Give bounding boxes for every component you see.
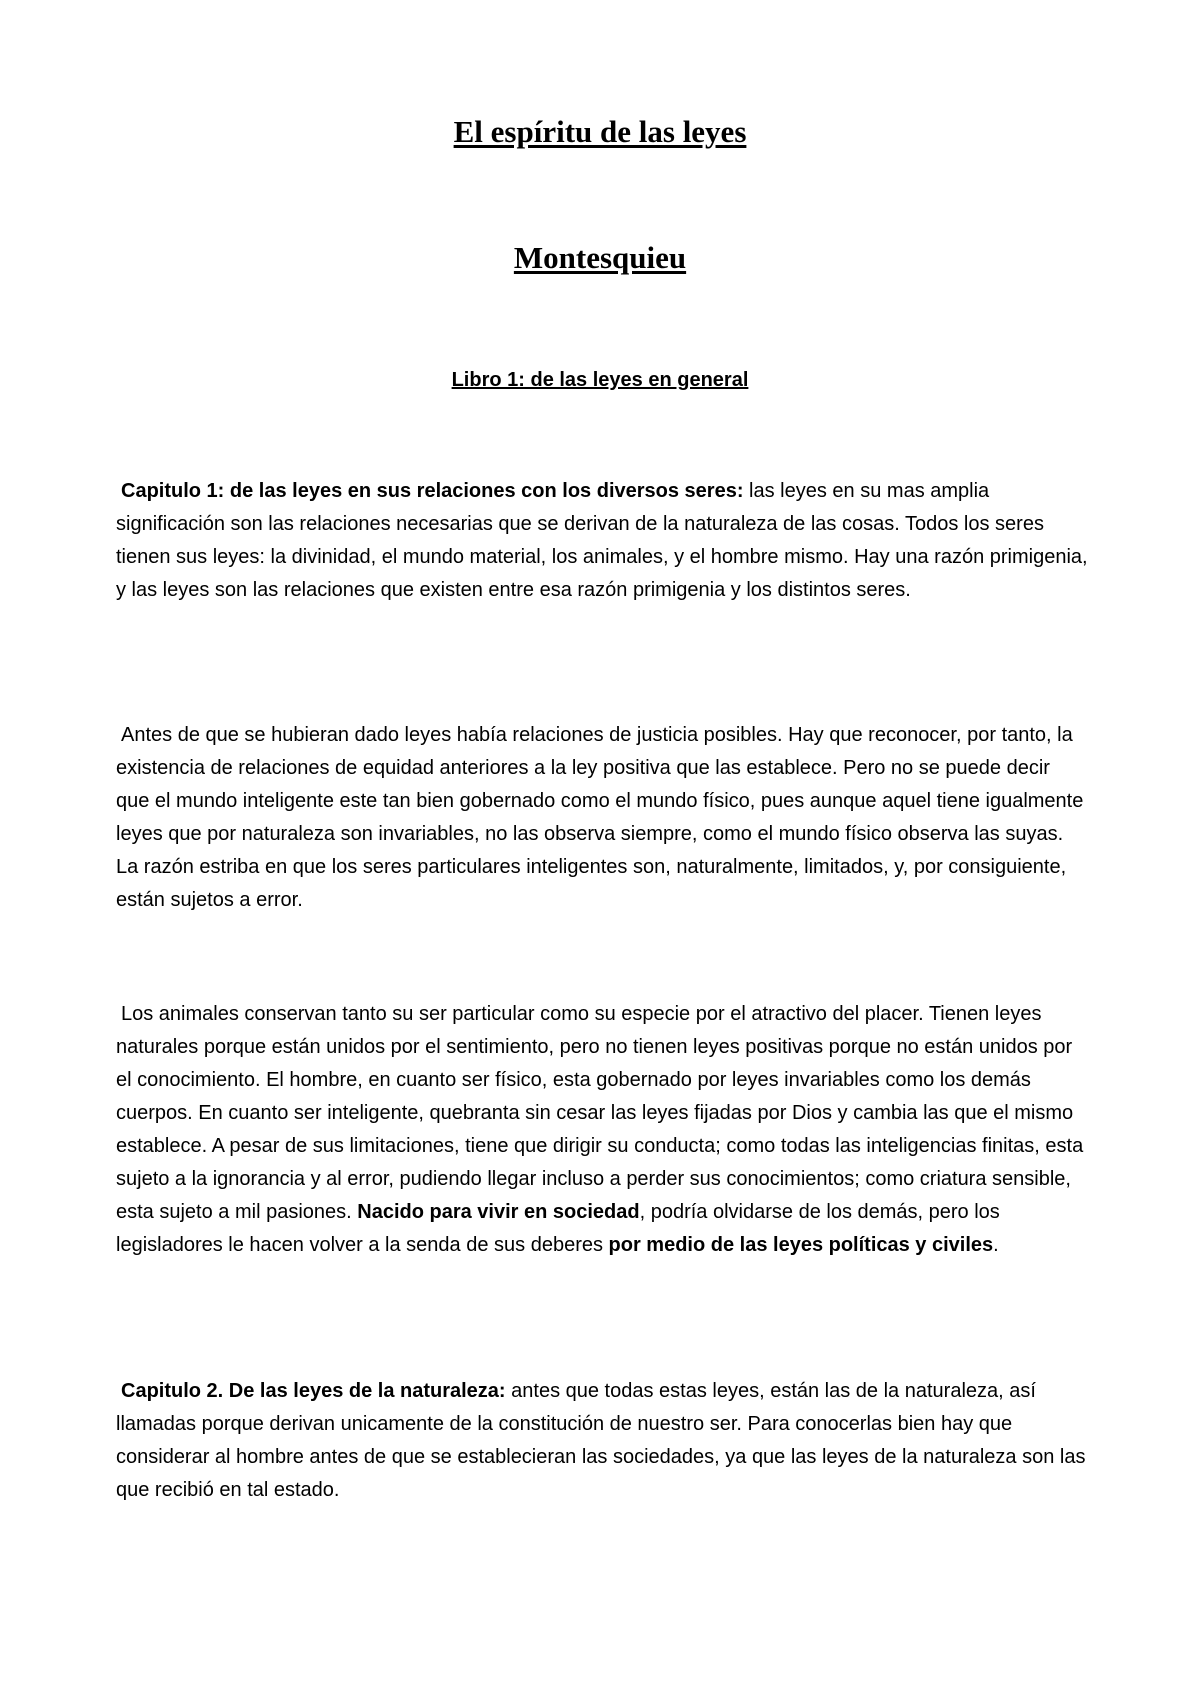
animals-text-b: , podría olvidarse de los demás, pero los legisladores le hacen volver a la senda de sus deberes [116,1201,1000,1256]
justice-text: Antes de que se hubieran dado leyes había relaciones de justicia posibles. Hay que reconocer, por tanto, la existencia de relaciones de equidad anteriores a la ley positiva que las establece. Pero no se puede decir que el mundo inteligente este tan bien gobernado como el mundo físico, pues aunque aquel tiene igualmente leyes que por naturaleza son invariables, no las observa siempre, como el mundo físico observa las suyas. La razón estriba en que los seres particulares inteligentes son, naturalmente, limitados, y, por consiguiente, están sujetos a error. [116,724,1084,911]
document-title: El espíritu de las leyes [453,114,747,149]
paragraph-justice [116,719,1088,917]
animals-text-c: . [993,1234,999,1256]
animals-text-a: Los animales conservan tanto su ser particular como su especie por el atractivo del placer. Tienen leyes naturales porque están unidos por el sentimiento, pero no tienen leyes positivas porque no están unidos por el conocimiento. El hombre, en cuanto ser físico, esta gobernado por leyes invariables como los demás cuerpos. En cuanto ser inteligente, quebranta sin cesar las leyes fijadas por Dios y cambia las que el mismo establece. A pesar de sus limitaciones, tiene que dirigir su conducta; como todas las inteligencias finitas, esta sujeto a la ignorancia y al error, pudiendo llegar incluso a perder sus conocimientos; como criatura sensible, esta sujeto a mil pasiones. [116,1003,1084,1223]
animals-bold-a: Nacido para vivir en sociedad [357,1201,640,1223]
paragraph-chapter-1 [116,475,1088,607]
chapter-1-heading: Capitulo 1: de las leyes en sus relaciones con los diversos seres: [121,480,744,502]
book-heading: Libro 1: de las leyes en general [451,369,749,391]
author-name: Montesquieu [513,240,687,275]
paragraph-chapter-2 [116,1375,1088,1507]
animals-bold-b: por medio de las leyes políticas y civiles [608,1234,994,1256]
chapter-2-text: antes que todas estas leyes, están las de la naturaleza, así llamadas porque derivan unicamente de la constitución de nuestro ser. Para conocerlas bien hay que considerar al hombre antes de que se establecieran las sociedades, ya que las leyes de la naturaleza son las que recibió en tal estado. [116,1380,1086,1501]
chapter-1-text: las leyes en su mas amplia significación son las relaciones necesarias que se derivan de la naturaleza de las cosas. Todos los seres tienen sus leyes: la divinidad, el mundo material, los animales, y el hombre mismo. Hay una razón primigenia, y las leyes son las relaciones que existen entre esa razón primigenia y los distintos seres. [116,480,1088,601]
paragraph-animals [116,998,1088,1262]
chapter-2-heading: Capitulo 2. De las leyes de la naturaleza: [121,1380,506,1402]
